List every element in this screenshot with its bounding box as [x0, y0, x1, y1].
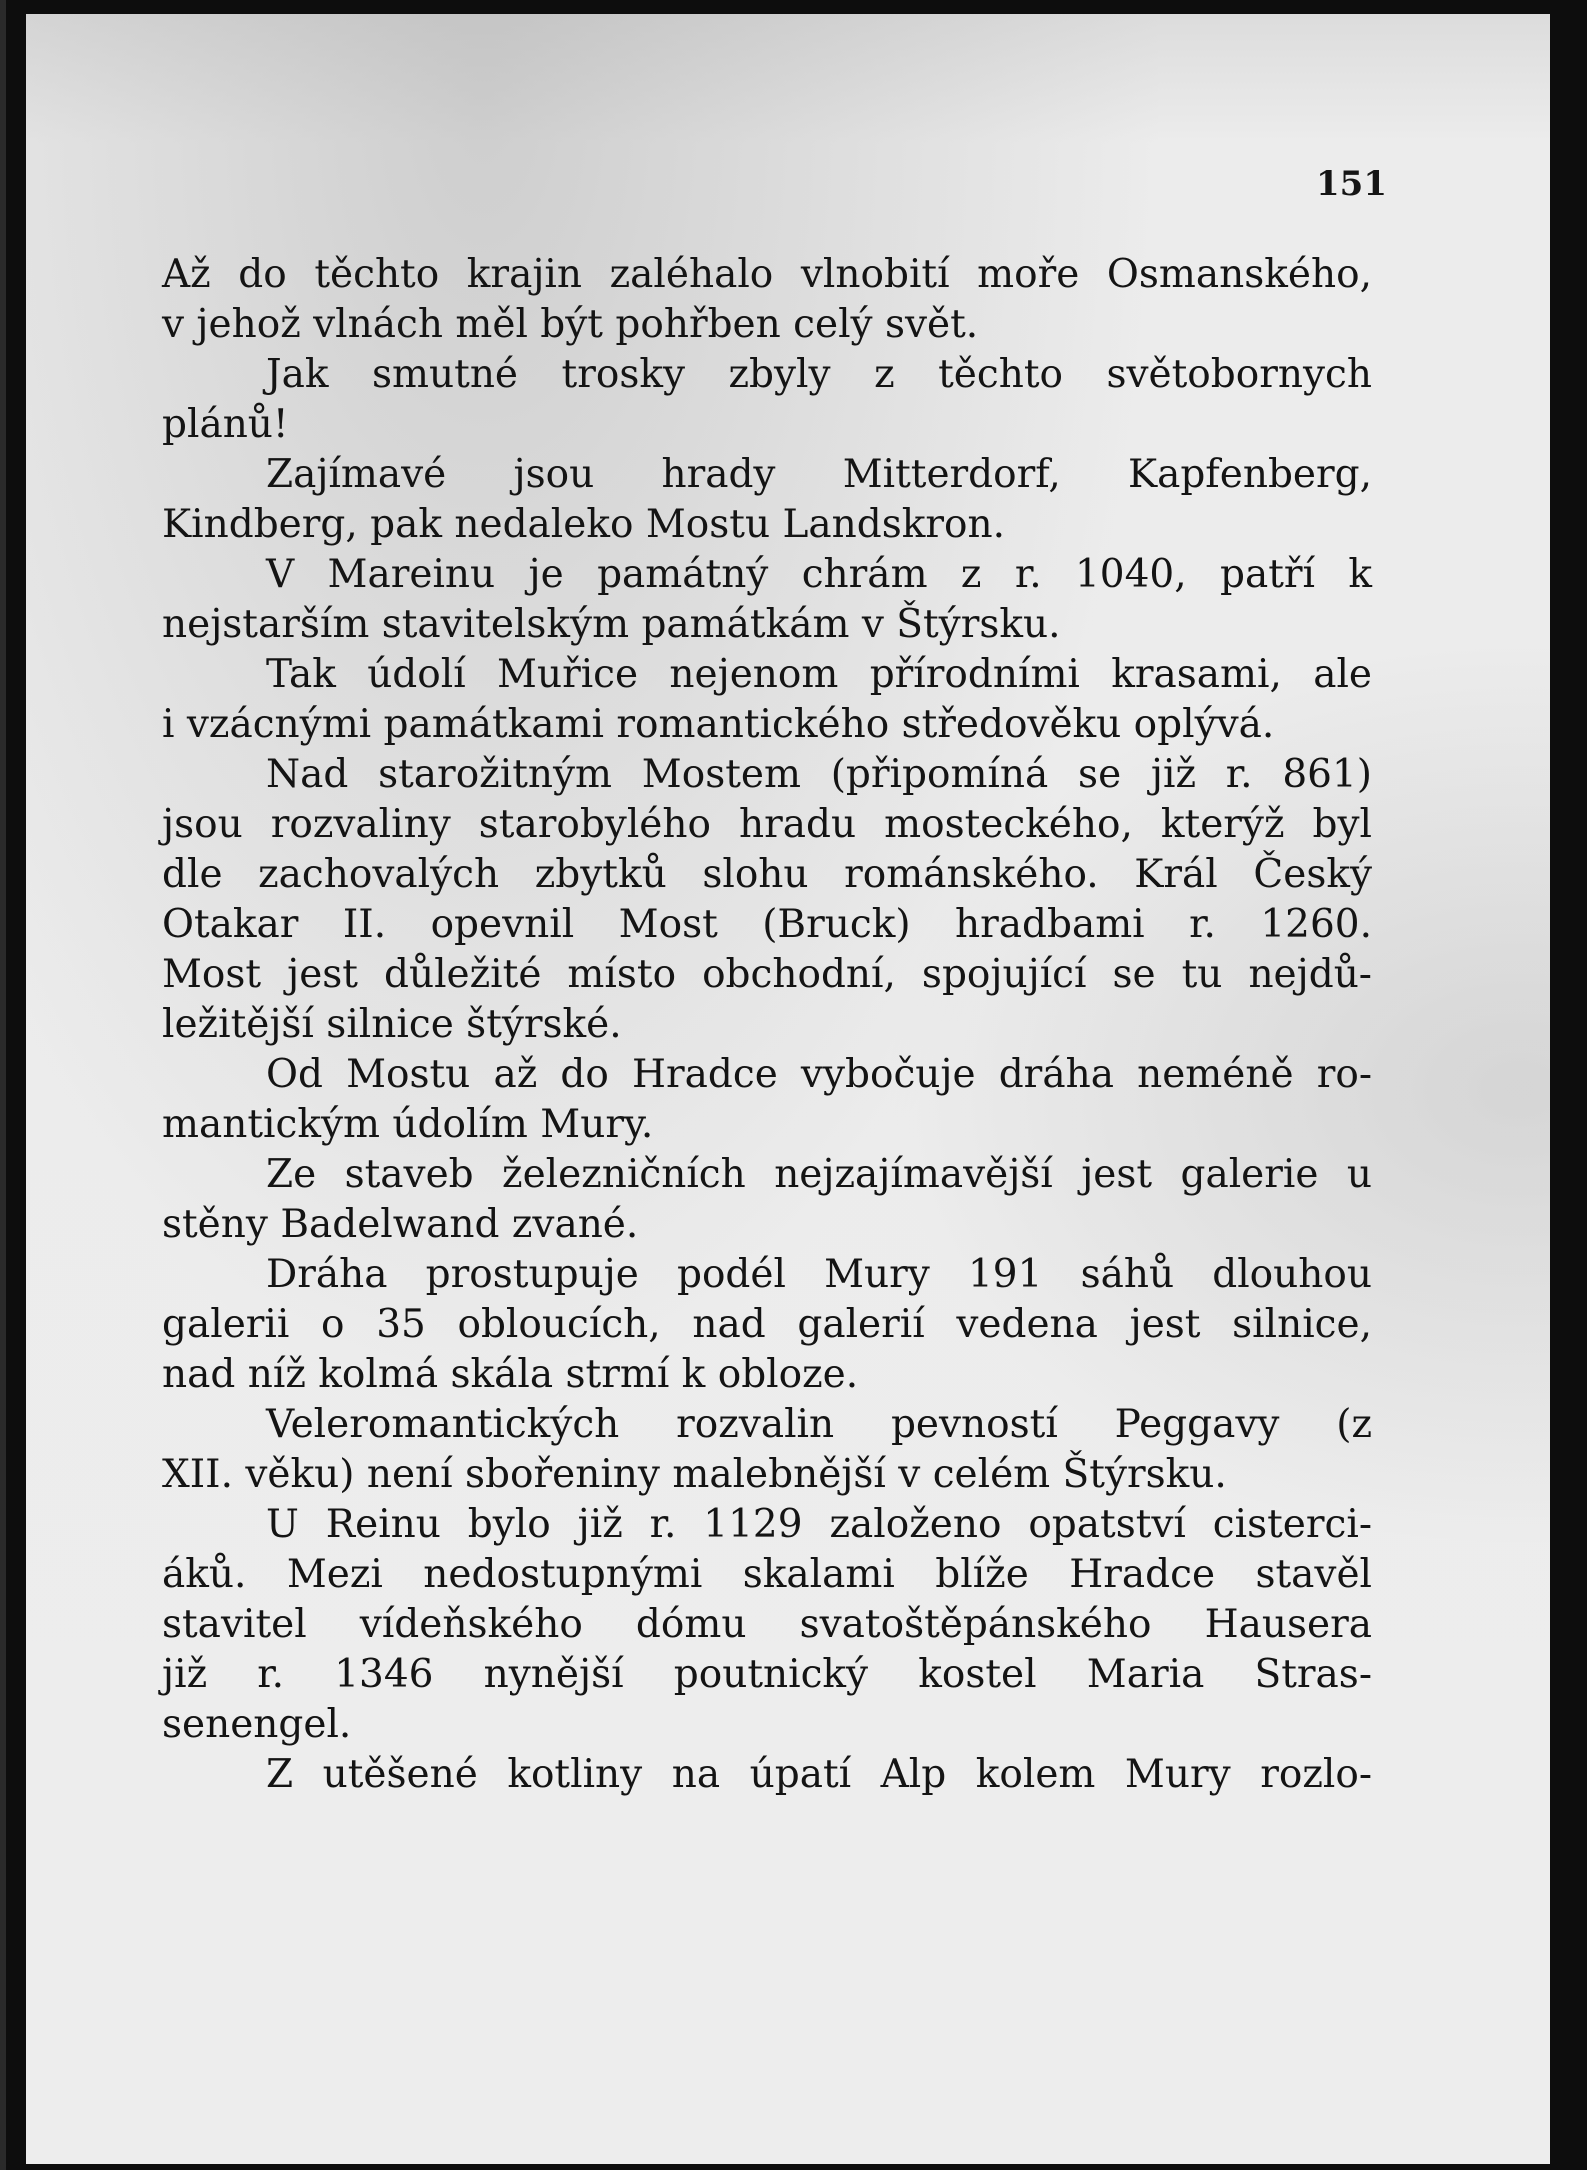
text-line-5: Zajímavé jsou hrady Mitterdorf, Kapfenberg, [266, 452, 1372, 497]
text-line-15: Most jest důležité místo obchodní, spojující se tu nejdů- [162, 952, 1372, 997]
text-line-17: Od Mostu až do Hradce vybočuje dráha neméně ro- [266, 1052, 1372, 1097]
text-line-13: dle zachovalých zbytků slohu románského. Král Český [162, 852, 1372, 897]
text-line-25: XII. věku) není sbořeniny malebnější v celém Štýrsku. [162, 1452, 1227, 1497]
text-line-21: Dráha prostupuje podél Mury 191 sáhů dlouhou [266, 1252, 1372, 1297]
text-line-10: i vzácnými památkami romantického středověku oplývá. [162, 702, 1275, 747]
page-edge-shadow [0, 0, 6, 2170]
text-line-30: senengel. [162, 1702, 352, 1747]
text-line-16: ležitější silnice štýrské. [162, 1002, 622, 1047]
text-line-22: galerii o 35 obloucích, nad galerií vedena jest silnice, [162, 1302, 1372, 1347]
text-line-4: plánů! [162, 402, 289, 447]
text-line-23: nad níž kolmá skála strmí k obloze. [162, 1352, 859, 1397]
text-line-24: Veleromantických rozvalin pevností Peggavy (z [266, 1402, 1372, 1447]
text-line-2: v jehož vlnách měl být pohřben celý svět. [162, 302, 979, 347]
text-line-26: U Reinu bylo již r. 1129 založeno opatství cisterci- [266, 1502, 1372, 1547]
text-line-31: Z utěšené kotliny na úpatí Alp kolem Mury rozlo- [266, 1752, 1372, 1797]
text-line-3: Jak smutné trosky zbyly z těchto světobornych [266, 352, 1372, 397]
text-line-20: stěny Badelwand zvané. [162, 1202, 639, 1247]
text-line-1: Až do těchto krajin zaléhalo vlnobití moře Osmanského, [162, 252, 1372, 297]
text-line-8: nejstarším stavitelským památkám v Štýrsku. [162, 602, 1061, 647]
body-text [162, 250, 1372, 1800]
text-line-7: V Mareinu je památný chrám z r. 1040, patří k [266, 552, 1372, 597]
text-line-19: Ze staveb železničních nejzajímavější jest galerie u [266, 1152, 1372, 1197]
text-line-11: Nad starožitným Mostem (připomíná se již r. 861) [266, 752, 1372, 797]
text-line-28: stavitel vídeňského dómu svatoštěpánského Hausera [162, 1602, 1372, 1647]
text-line-12: jsou rozvaliny starobylého hradu mosteckého, kterýž byl [162, 802, 1372, 847]
text-line-9: Tak údolí Muřice nejenom přírodními krasami, ale [266, 652, 1372, 697]
text-line-29: již r. 1346 nynější poutnický kostel Maria Stras- [162, 1652, 1372, 1697]
text-line-6: Kindberg, pak nedaleko Mostu Landskron. [162, 502, 1005, 547]
text-line-27: áků. Mezi nedostupnými skalami blíže Hradce stavěl [162, 1552, 1372, 1597]
text-line-14: Otakar II. opevnil Most (Bruck) hradbami r. 1260. [162, 902, 1372, 947]
page-number: 151 [1316, 164, 1387, 204]
text-line-18: mantickým údolím Mury. [162, 1102, 654, 1147]
